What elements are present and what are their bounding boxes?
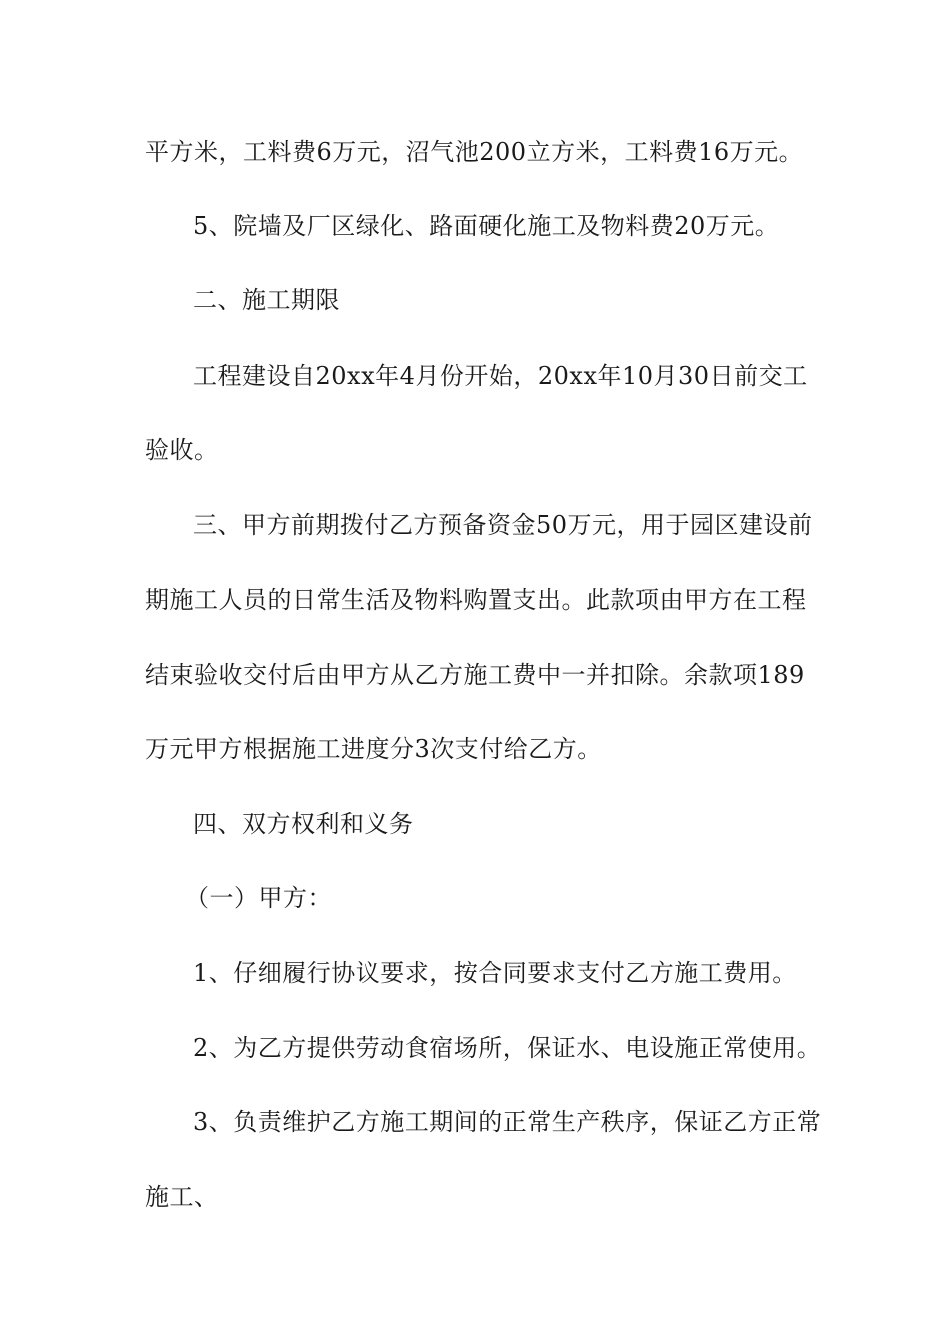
text-line: 5、院墙及厂区绿化、路面硬化施工及物料费20万元。 [193, 212, 780, 240]
text-line: 2、为乙方提供劳动食宿场所，保证水、电设施正常使用。 [193, 1034, 822, 1062]
text-line: 三、甲方前期拨付乙方预备资金50万元，用于园区建设前 [193, 511, 813, 539]
text-line: 工程建设自20xx年4月份开始，20xx年10月30日前交工 [193, 362, 808, 390]
text-line: 3、负责维护乙方施工期间的正常生产秩序，保证乙方正常 [193, 1108, 822, 1136]
text-line: 平方米，工料费6万元，沼气池200立方米，工料费16万元。 [145, 138, 804, 166]
text-line: 1、仔细履行协议要求，按合同要求支付乙方施工费用。 [193, 959, 797, 987]
text-line: 验收。 [145, 436, 219, 464]
text-line: 结束验收交付后由甲方从乙方施工费中一并扣除。余款项189 [145, 661, 805, 689]
text-line: 期施工人员的日常生活及物料购置支出。此款项由甲方在工程 [145, 586, 807, 614]
section-heading: 四、双方权利和义务 [193, 810, 414, 838]
text-line: 施工、 [145, 1183, 219, 1211]
section-heading: 二、施工期限 [193, 286, 340, 314]
subsection-heading: （一）甲方： [185, 884, 332, 912]
text-line: 万元甲方根据施工进度分3次支付给乙方。 [145, 735, 602, 763]
